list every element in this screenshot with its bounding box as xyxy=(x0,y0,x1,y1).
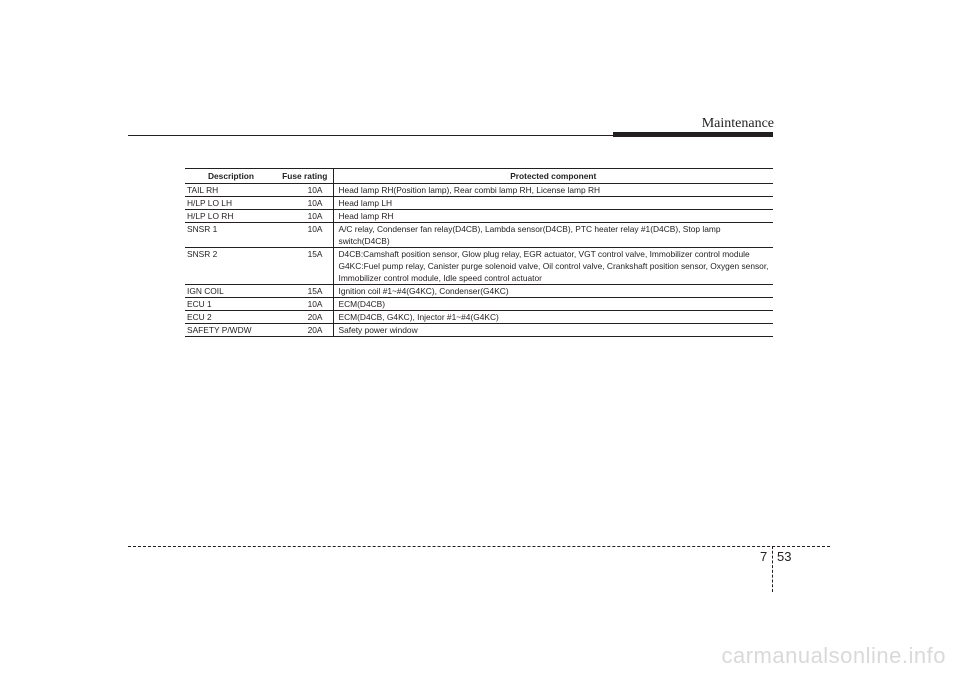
fuse-table xyxy=(185,168,773,337)
fuse-rating: 15A xyxy=(277,285,333,298)
fuse-description: ECU 2 xyxy=(185,311,277,324)
protected-component: Ignition coil #1~#4(G4KC), Condenser(G4KC) xyxy=(333,285,773,298)
table-row xyxy=(185,324,773,337)
chapter-number: 7 xyxy=(760,549,768,564)
fuse-rating: 10A xyxy=(277,184,333,197)
fuse-description: SNSR 1 xyxy=(185,223,277,248)
fuse-description: TAIL RH xyxy=(185,184,277,197)
fuse-rating: 15A xyxy=(277,248,333,285)
watermark: carmanualsonline.info xyxy=(721,643,946,668)
fuse-description: SAFETY P/WDW xyxy=(185,324,277,337)
table-row xyxy=(185,311,773,324)
fuse-description: H/LP LO LH xyxy=(185,197,277,210)
fuse-description: ECU 1 xyxy=(185,298,277,311)
table-row xyxy=(185,298,773,311)
fuse-description: IGN COIL xyxy=(185,285,277,298)
fuse-rating: 10A xyxy=(277,210,333,223)
fuse-rating: 20A xyxy=(277,324,333,337)
page-number: 53 xyxy=(777,549,792,564)
table-row xyxy=(185,197,773,210)
fuse-rating: 10A xyxy=(277,223,333,248)
table-header-row xyxy=(185,169,773,184)
protected-component: Safety power window xyxy=(333,324,773,337)
protected-component: ECM(D4CB) xyxy=(333,298,773,311)
protected-component: ECM(D4CB, G4KC), Injector #1~#4(G4KC) xyxy=(333,311,773,324)
table-row xyxy=(185,223,773,248)
column-header-description: Description xyxy=(185,169,277,184)
protected-component: Head lamp LH xyxy=(333,197,773,210)
protected-component: Head lamp RH xyxy=(333,210,773,223)
protected-component: Head lamp RH(Position lamp), Rear combi lamp RH, License lamp RH xyxy=(333,184,773,197)
footer-dashed-divider xyxy=(772,546,773,592)
table-row xyxy=(185,248,773,285)
protected-component: D4CB:Camshaft position sensor, Glow plug relay, EGR actuator, VGT control valve, Immobilizer control module G4KC:Fuel pump relay, Canister purge solenoid valve, Oil control valve, Crankshaft position sensor, Oxygen sensor, Immobilizer control module, Idle speed control actuator xyxy=(333,248,773,285)
footer-dashed-rule xyxy=(128,546,830,547)
table-row xyxy=(185,210,773,223)
column-header-protected-component: Protected component xyxy=(333,169,773,184)
fuse-rating: 20A xyxy=(277,311,333,324)
fuse-description: H/LP LO RH xyxy=(185,210,277,223)
column-header-fuse-rating: Fuse rating xyxy=(277,169,333,184)
fuse-rating: 10A xyxy=(277,298,333,311)
table-row xyxy=(185,285,773,298)
fuse-description: SNSR 2 xyxy=(185,248,277,285)
table-row xyxy=(185,184,773,197)
protected-component: A/C relay, Condenser fan relay(D4CB), Lambda sensor(D4CB), PTC heater relay #1(D4CB), Stop lamp switch(D4CB) xyxy=(333,223,773,248)
fuse-rating: 10A xyxy=(277,197,333,210)
header-rule-thick xyxy=(613,132,773,137)
page-header-title: Maintenance xyxy=(701,116,774,131)
